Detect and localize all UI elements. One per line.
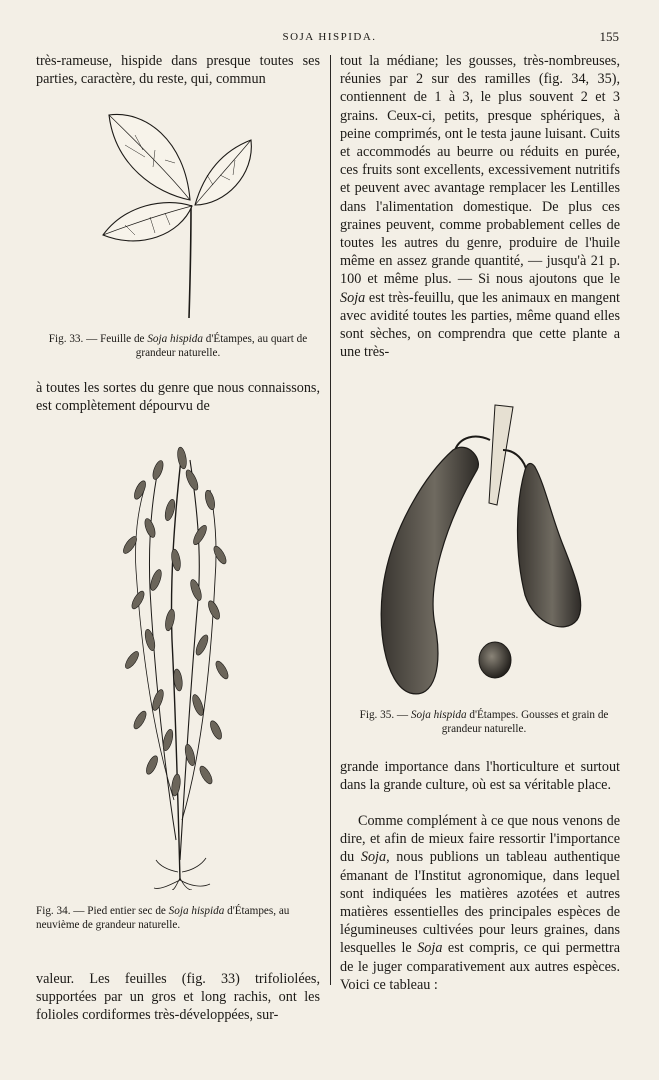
right-para-1: tout la médiane; les gousses, très-nombreuses, réunies par 2 sur des ramilles (fig. 34, 35), contiennent de 1 à 3, le plus souvent 2 et 3 grains. Ceux-ci, petits, presque sphériques, à peine comprimés, ont le testa jaune luisant. Cuits et accommodés au beurre ou réduits en purée, ces fruits sont excellents, excessivement nutritifs et peuvent avec avantage remplacer les Lentilles dans l'alimentation domestique. De plus ces graines peuvent, comme probablement celles de toutes les autres du genre, produire de l'huile même en assez grande quantité, — jusqu'à 21 p. 100 et même plus. — Si nous ajoutons que le Soja est très-feuillu, que les animaux en mangent avec avidité toutes les parties, même quand elles sont sèches, on comprendra que cette plante a une très-: [340, 53, 620, 361]
left-para-1: très-rameuse, hispide dans presque toutes ses parties, caractère, du reste, qui, commun: [36, 53, 320, 88]
page-number: 155: [599, 29, 619, 44]
fig35-caption: Fig. 35. — Soja hispida d'Étampes. Gousses et grain de grandeur naturelle.: [359, 709, 609, 735]
fig33-caption: Fig. 33. — Feuille de Soja hispida d'Étampes, au quart de grandeur naturelle.: [48, 333, 308, 359]
column-divider: [330, 55, 331, 985]
left-para-2: à toutes les sortes du genre que nous connaissons, est complètement dépourvu de: [36, 380, 320, 415]
right-para-2: grande importance dans l'horticulture et surtout dans la grande culture, où est sa véritable place.: [340, 759, 620, 794]
fig33-leaf-illustration: [95, 105, 265, 320]
fig34-plant-illustration: [110, 440, 250, 890]
fig34-caption: Fig. 34. — Pied entier sec de Soja hispida d'Étampes, au neuvième de grandeur naturelle.: [36, 905, 290, 931]
right-para-3: Comme complément à ce que nous venons de dire, et afin de mieux faire ressortir l'importance du Soja, nous publions un tableau authentique émanant de l'Institut agronomique, dans lequel sont indiquées les matières azotées et autres matières essentielles des principales espèces de légumineuses cultivées pour leurs graines, dans lesquelles le Soja est compris, ce qui permettra de le juger comparativement aux autres espèces. Voici ce tableau :: [340, 813, 621, 993]
running-title: SOJA HISPIDA.: [282, 31, 377, 43]
fig35-pods-illustration: [365, 395, 595, 700]
left-para-3: valeur. Les feuilles (fig. 33) trifoliolées, supportées par un gros et long rachis, ont les folioles cordiformes très-développées, sur-: [36, 971, 320, 1024]
